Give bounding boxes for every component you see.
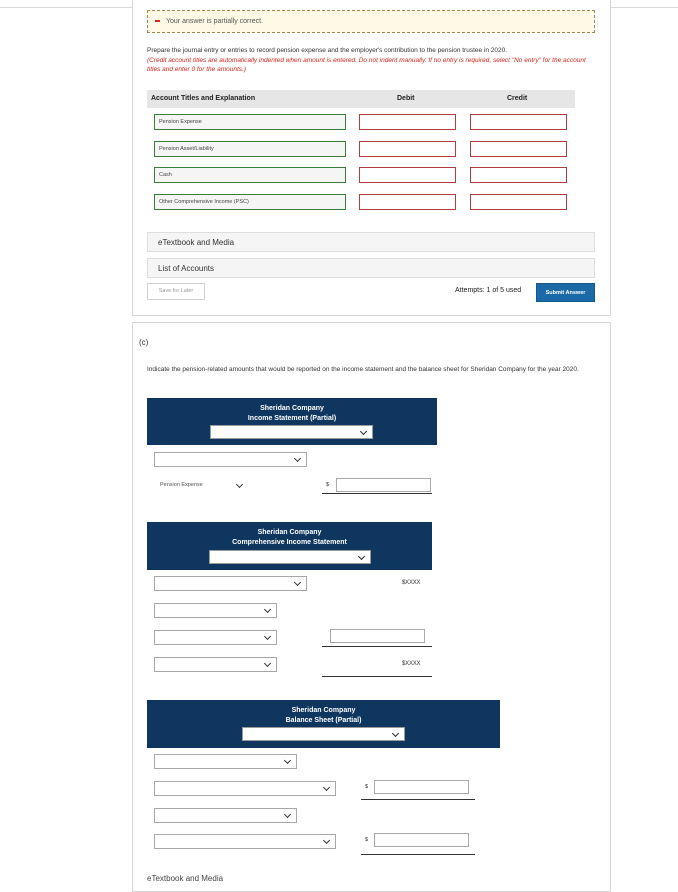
chevron-down-icon bbox=[323, 784, 330, 791]
save-for-later-button[interactable]: Save for Later bbox=[147, 283, 205, 300]
debit-input[interactable] bbox=[359, 114, 456, 130]
chevron-down-icon bbox=[284, 811, 291, 818]
company-name: Sheridan Company bbox=[260, 405, 324, 412]
underline bbox=[322, 493, 432, 494]
comprehensive-income-header bbox=[147, 522, 432, 570]
credit-header: Credit bbox=[507, 95, 528, 102]
income-period-select[interactable] bbox=[210, 425, 373, 439]
chevron-down-icon bbox=[358, 553, 365, 560]
dollar-sign: $ bbox=[326, 482, 330, 488]
company-name: Sheridan Company bbox=[257, 529, 322, 536]
journal-instruction-note: (Credit account titles are automatically indented when amount is entered. Do not indent manually. If no entry is required, select "No entry" for the account titles and enter 0 for the amounts.) bbox=[147, 56, 586, 73]
journal-account-field[interactable]: Pension Asset/Liability bbox=[154, 141, 346, 157]
balance-sheet-amount-input[interactable] bbox=[374, 780, 469, 794]
income-item-select[interactable] bbox=[154, 452, 307, 467]
part-c-label: (c) bbox=[139, 338, 149, 347]
dollar-sign: $ bbox=[365, 784, 369, 790]
comprehensive-item-select[interactable] bbox=[154, 603, 277, 618]
statement-title: Comprehensive Income Statement bbox=[232, 539, 347, 546]
debit-input[interactable] bbox=[359, 141, 456, 157]
balance-sheet-item-select[interactable] bbox=[154, 834, 336, 849]
dollar-sign: $ bbox=[365, 837, 369, 843]
underline bbox=[322, 676, 432, 677]
part-c-instruction: Indicate the pension-related amounts that would be reported on the income statement and the balance sheet for Sheridan Company for the year 2020. bbox=[147, 366, 579, 373]
list-of-accounts-link[interactable]: List of Accounts bbox=[147, 258, 595, 278]
debit-header: Debit bbox=[397, 95, 415, 102]
statement-title: Income Statement (Partial) bbox=[247, 415, 337, 422]
account-header: Account Titles and Explanation bbox=[151, 95, 256, 102]
chevron-down-icon bbox=[264, 633, 271, 640]
statement-title: Balance Sheet (Partial) bbox=[285, 717, 362, 724]
comprehensive-item-select[interactable] bbox=[154, 576, 307, 591]
attempts-counter: Attempts: 1 of 5 used bbox=[455, 287, 522, 294]
net-income-amount: $XXXX bbox=[402, 580, 421, 586]
underline bbox=[361, 799, 475, 800]
balance-sheet-item-select[interactable] bbox=[154, 754, 297, 769]
chevron-down-icon bbox=[264, 606, 271, 613]
underline bbox=[361, 854, 475, 855]
chevron-down-icon bbox=[360, 428, 367, 435]
underline bbox=[322, 590, 432, 591]
credit-input[interactable] bbox=[470, 114, 567, 130]
chevron-down-icon bbox=[236, 481, 243, 488]
underline bbox=[322, 646, 432, 647]
balance-sheet-amount-input[interactable] bbox=[374, 833, 469, 847]
balance-sheet-item-select[interactable] bbox=[154, 781, 336, 796]
chevron-down-icon bbox=[264, 660, 271, 667]
comprehensive-total-amount: $XXXX bbox=[402, 661, 421, 667]
comprehensive-item-select[interactable] bbox=[154, 657, 277, 672]
journal-account-field[interactable]: Other Comprehensive Income (PSC) bbox=[154, 194, 346, 210]
chevron-down-icon bbox=[294, 455, 301, 462]
credit-input[interactable] bbox=[470, 194, 567, 210]
comprehensive-amount-input[interactable] bbox=[330, 629, 425, 643]
debit-input[interactable] bbox=[359, 194, 456, 210]
etextbook-link[interactable]: eTextbook and Media bbox=[147, 232, 595, 252]
alert-text: Your answer is partially correct. bbox=[166, 18, 264, 25]
journal-table-header bbox=[147, 90, 575, 108]
etextbook-link-cut[interactable]: eTextbook and Media bbox=[147, 874, 224, 883]
comprehensive-item-select[interactable] bbox=[154, 630, 277, 645]
chevron-down-icon bbox=[294, 579, 301, 586]
income-statement-header bbox=[147, 398, 437, 445]
comprehensive-period-select[interactable] bbox=[209, 550, 371, 564]
credit-input[interactable] bbox=[470, 167, 567, 183]
journal-instruction: Prepare the journal entry or entries to record pension expense and the employer's contribution to the pension trustee in 2020. (Credit account titles are automatically indented when amount is entered. Do not indent manually. If no entry is required, select "No entry" for the account titles and enter 0 for the amounts.) bbox=[147, 47, 586, 73]
pension-expense-amount[interactable] bbox=[336, 478, 431, 492]
journal-account-field[interactable]: Pension Expense bbox=[154, 114, 346, 130]
company-name: Sheridan Company bbox=[291, 707, 356, 714]
submit-answer-button[interactable]: Submit Answer bbox=[536, 283, 595, 302]
balance-sheet-period-select[interactable] bbox=[242, 727, 405, 741]
debit-input[interactable] bbox=[359, 167, 456, 183]
balance-sheet-item-select[interactable] bbox=[154, 808, 297, 823]
chevron-down-icon bbox=[392, 730, 399, 737]
journal-account-field[interactable]: Cash bbox=[154, 167, 346, 183]
balance-sheet-header bbox=[147, 700, 500, 748]
chevron-down-icon bbox=[284, 757, 291, 764]
chevron-down-icon bbox=[323, 837, 330, 844]
alert-icon bbox=[155, 20, 160, 22]
partial-correct-alert bbox=[147, 10, 595, 33]
pension-expense-select[interactable]: Pension Expense bbox=[154, 479, 248, 494]
credit-input[interactable] bbox=[470, 141, 567, 157]
